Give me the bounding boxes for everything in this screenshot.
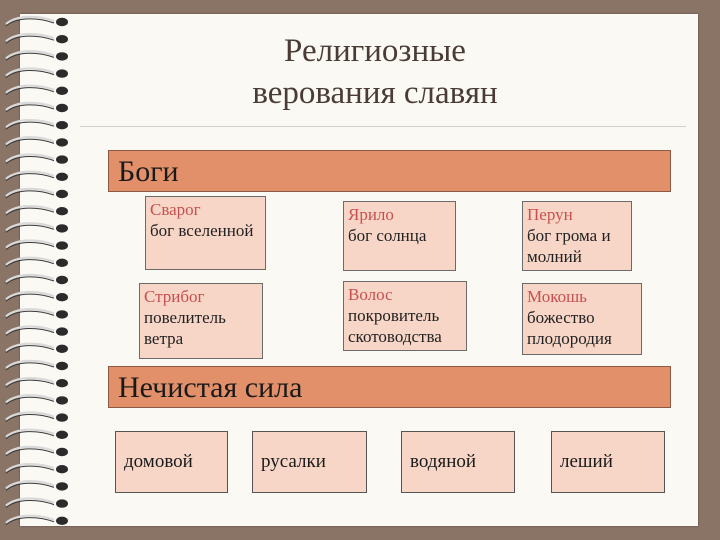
spirit-box-domovoy: домовой — [115, 431, 228, 493]
unclean-header-bar: Нечистая сила — [108, 366, 671, 408]
spiral-ring — [6, 68, 68, 77]
god-desc: бог грома и — [527, 226, 611, 245]
spiral-ring — [6, 344, 68, 353]
god-desc: покровитель — [348, 306, 440, 325]
spiral-ring — [6, 17, 68, 26]
god-name: Стрибог — [144, 287, 205, 306]
spiral-binding — [0, 0, 90, 540]
slide-title — [180, 30, 570, 114]
spiral-ring — [6, 309, 68, 318]
spiral-ring — [6, 137, 68, 146]
god-desc: повелитель — [144, 308, 226, 327]
spirit-box-rusalki: русалки — [252, 431, 367, 493]
spiral-ring — [6, 34, 68, 43]
spiral-ring — [6, 86, 68, 95]
spiral-ring — [6, 498, 68, 507]
spiral-ring — [6, 223, 68, 232]
spiral-ring — [6, 103, 68, 112]
spiral-ring — [6, 378, 68, 387]
gods-header-bar: Боги — [108, 150, 671, 192]
spiral-ring — [6, 189, 68, 198]
spiral-ring — [6, 412, 68, 421]
god-desc: бог солнца — [348, 226, 427, 245]
god-desc-2: ветра — [144, 329, 184, 348]
spiral-ring — [6, 395, 68, 404]
god-name: Мокошь — [527, 287, 587, 306]
spiral-ring — [6, 240, 68, 249]
spiral-ring — [6, 206, 68, 215]
god-name: Перун — [527, 205, 573, 224]
spiral-ring — [6, 120, 68, 129]
god-box-svarog — [145, 196, 266, 270]
spiral-ring — [6, 258, 68, 267]
spiral-ring — [6, 292, 68, 301]
spiral-ring — [6, 516, 68, 525]
god-name: Ярило — [348, 205, 394, 224]
god-box-stribog — [139, 283, 263, 359]
spiral-ring — [6, 154, 68, 163]
spiral-ring — [6, 172, 68, 181]
spiral-ring — [6, 464, 68, 473]
spiral-ring — [6, 447, 68, 456]
spirit-box-vodyanoy: водяной — [401, 431, 515, 493]
god-box-volos — [343, 281, 467, 351]
spiral-ring — [6, 430, 68, 439]
spiral-ring — [6, 361, 68, 370]
god-box-yarilo — [343, 201, 456, 271]
god-desc-2: плодородия — [527, 329, 612, 348]
god-box-mokosh — [522, 283, 642, 355]
title-line-2: верования славян — [252, 75, 498, 111]
title-line-1: Религиозные — [284, 33, 466, 69]
god-desc-2: скотоводства — [348, 327, 442, 346]
spiral-ring — [6, 326, 68, 335]
spiral-ring — [6, 481, 68, 490]
god-desc: бог вселенной — [150, 221, 254, 240]
god-desc: божество — [527, 308, 595, 327]
spiral-ring — [6, 275, 68, 284]
title-divider — [80, 126, 686, 127]
spirit-box-leshiy: леший — [551, 431, 665, 493]
god-name: Волос — [348, 285, 393, 304]
god-box-perun — [522, 201, 632, 271]
god-desc-2: молний — [527, 247, 582, 266]
god-name: Сварог — [150, 200, 201, 219]
spiral-ring — [6, 51, 68, 60]
